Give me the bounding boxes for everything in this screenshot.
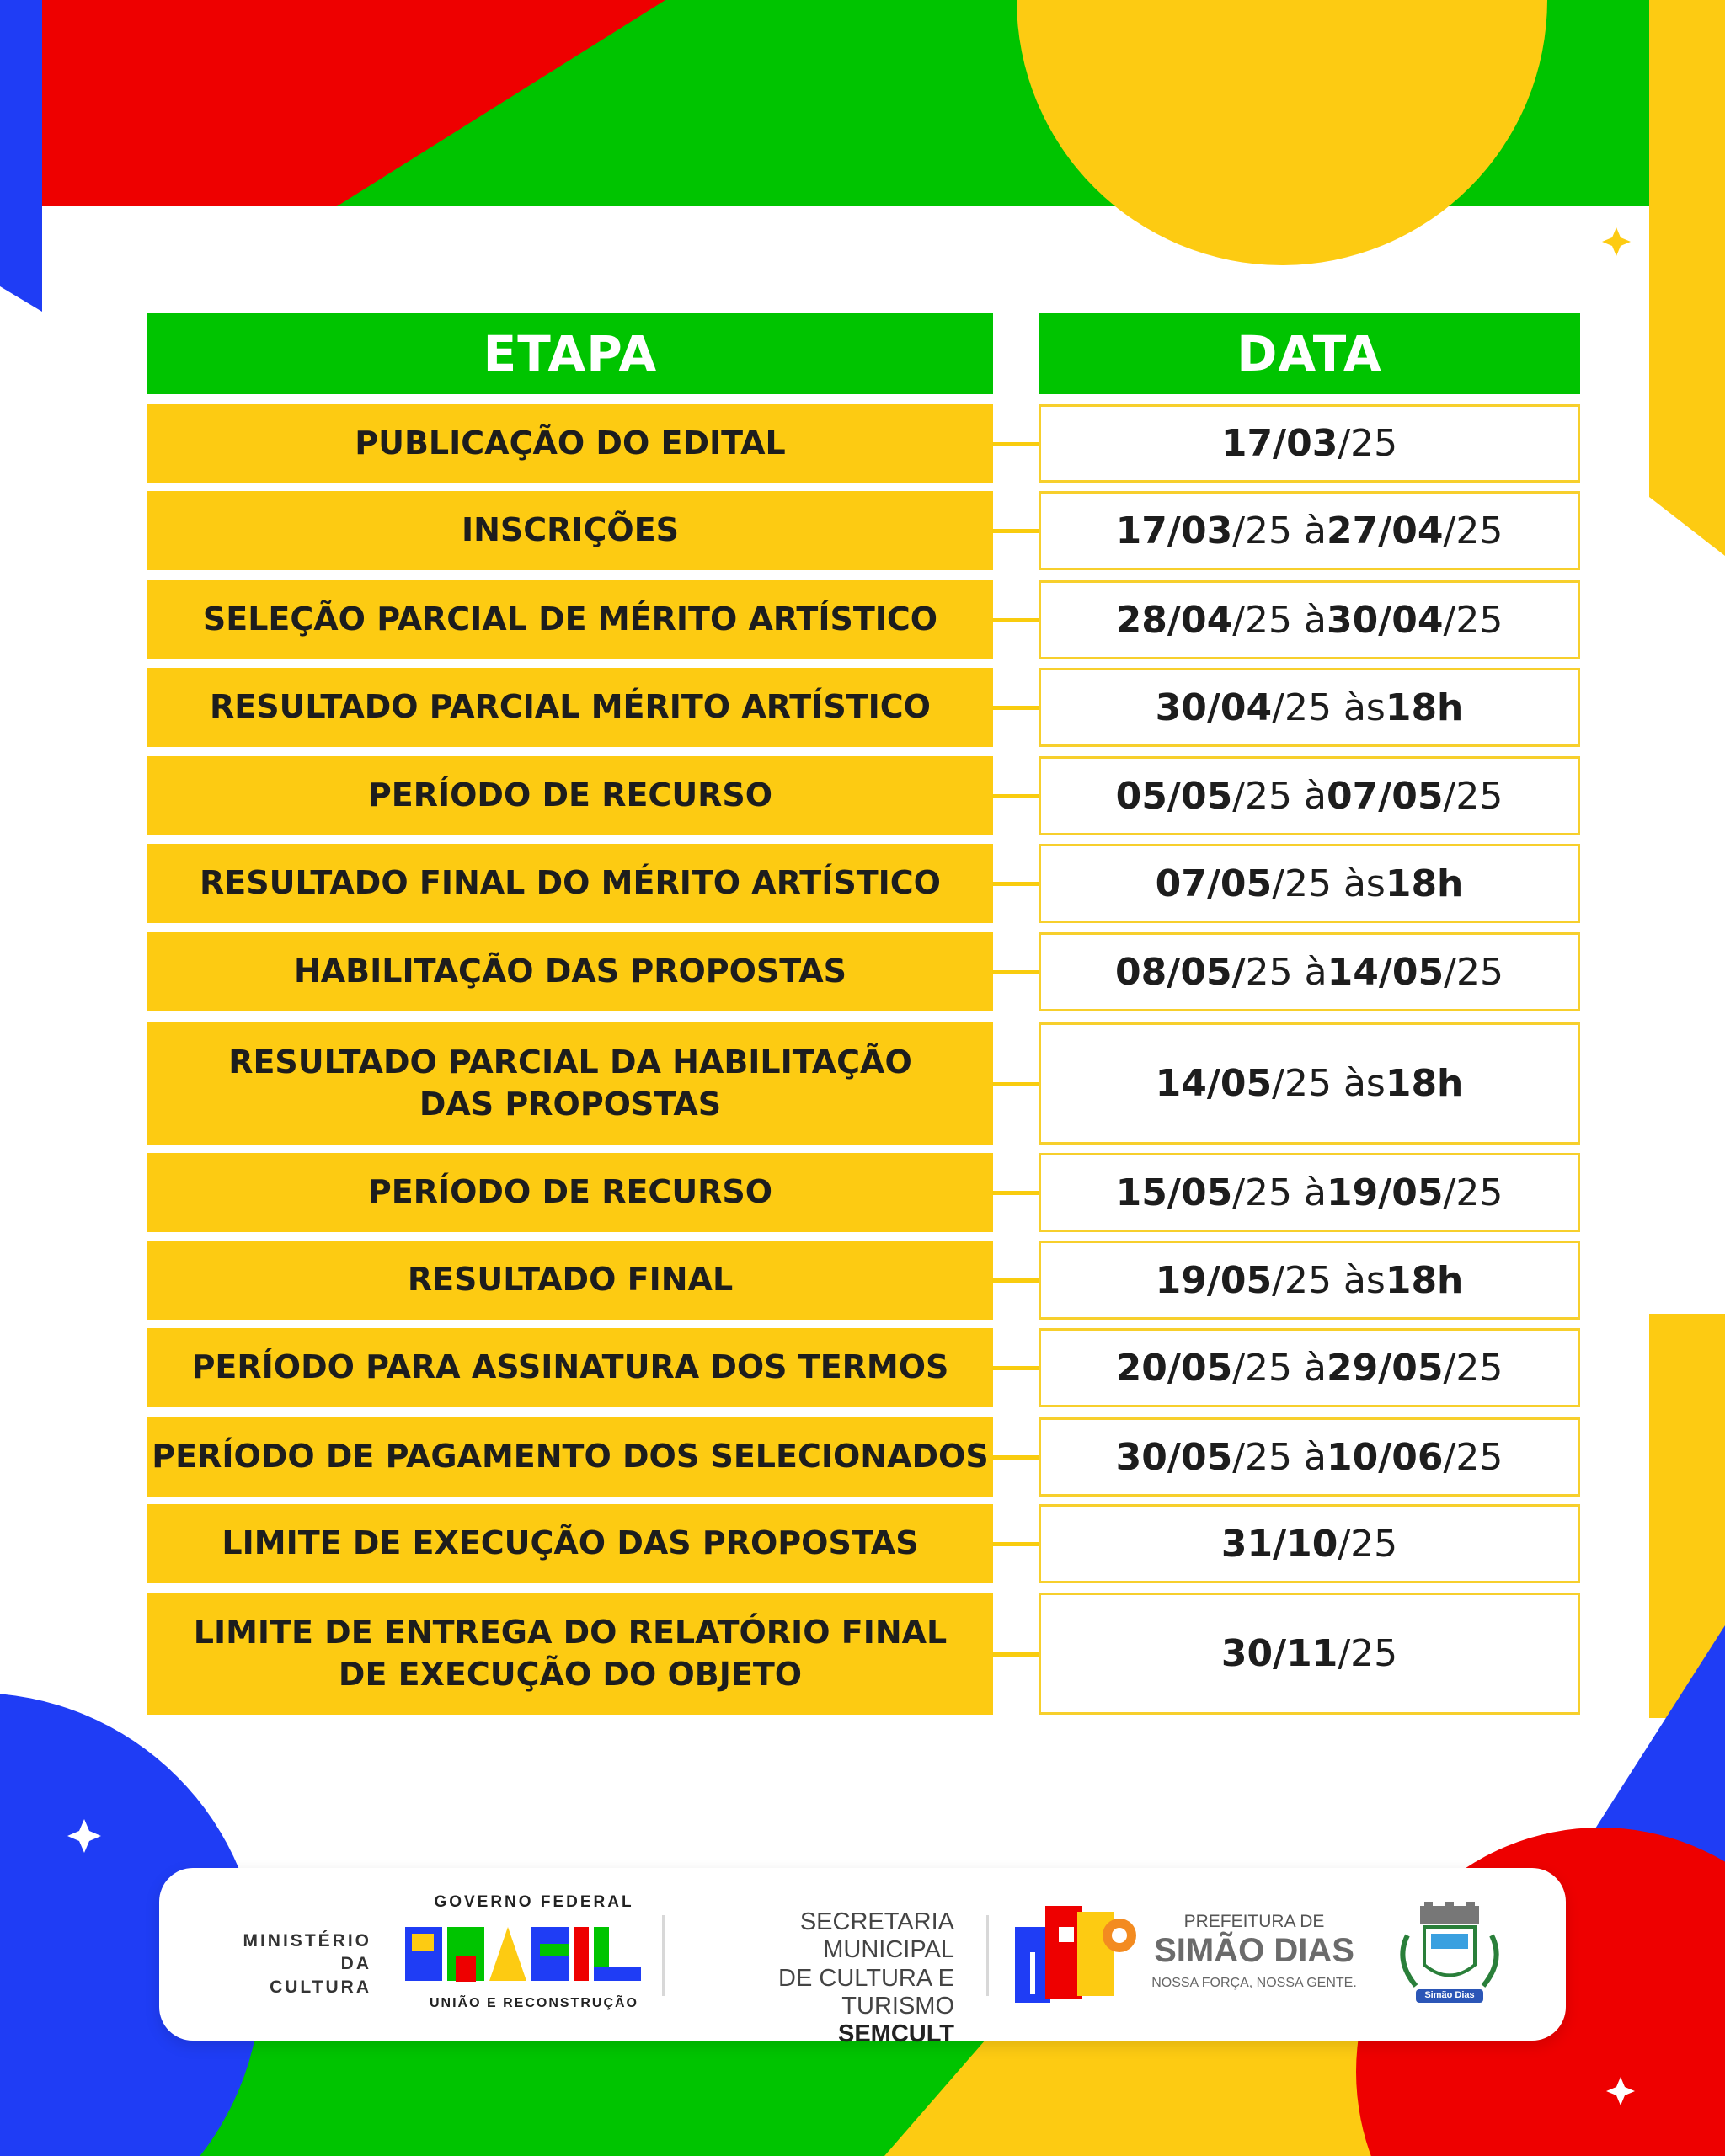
ministerio-line1: MINISTÉRIO DA — [243, 1931, 371, 1974]
divider — [986, 1915, 989, 1996]
date-bold-part: 17/03 — [1115, 509, 1233, 552]
row-connector — [992, 442, 1039, 446]
date-bold-part: 18h — [1385, 686, 1464, 729]
data-cell — [1039, 932, 1580, 1011]
data-cell — [1039, 756, 1580, 835]
header-etapa: ETAPA — [147, 313, 993, 394]
date-bold-part: 14/05 — [1155, 1062, 1273, 1105]
data-cell — [1039, 580, 1580, 659]
simao-dias-flag-logo — [1015, 1902, 1141, 2003]
date-regular-part: /25 — [1443, 774, 1503, 818]
right-yellow-strip-top — [1649, 0, 1725, 556]
data-cell — [1039, 844, 1580, 923]
etapa-cell: RESULTADO PARCIAL MÉRITO ARTÍSTICO — [147, 668, 993, 747]
divider — [662, 1915, 665, 1996]
date-bold-part: 18h — [1385, 1062, 1464, 1105]
date-regular-part: /25 — [1443, 598, 1503, 642]
date-regular-part: /25 às — [1272, 862, 1386, 905]
uniao-reconstrucao-label: UNIÃO E RECONSTRUÇÃO — [429, 1996, 638, 2010]
etapa-cell: INSCRIÇÕES — [147, 491, 993, 570]
date-bold-part: 19/05 — [1155, 1258, 1273, 1302]
data-cell — [1039, 491, 1580, 570]
row-connector — [992, 529, 1039, 533]
date-regular-part: /25 à — [1232, 1346, 1327, 1390]
date-bold-part: 28/04 — [1115, 598, 1233, 642]
date-regular-part: 25 à — [1245, 950, 1327, 994]
date-bold-part: 30/04 — [1326, 598, 1444, 642]
prefeitura-label: PREFEITURA DE — [1183, 1912, 1325, 1931]
date-regular-part: /25 — [1443, 509, 1503, 552]
crest-label: Simão Dias — [1424, 1990, 1475, 2000]
date-regular-part: /25 — [1443, 1435, 1503, 1479]
data-cell — [1039, 1593, 1580, 1715]
etapa-cell: LIMITE DE EXECUÇÃO DAS PROPOSTAS — [147, 1504, 993, 1583]
etapa-cell: HABILITAÇÃO DAS PROPOSTAS — [147, 932, 993, 1011]
date-bold-part: 10/06 — [1326, 1435, 1444, 1479]
data-cell — [1039, 404, 1580, 483]
etapa-cell: RESULTADO PARCIAL DA HABILITAÇÃO DAS PROPOSTAS — [147, 1022, 993, 1145]
row-connector — [992, 1191, 1039, 1195]
governo-federal-label: GOVERNO FEDERAL — [434, 1893, 634, 1911]
secretaria-line3: SEMCULT — [837, 2020, 954, 2048]
etapa-cell: PERÍODO DE RECURSO — [147, 756, 993, 835]
etapa-cell: SELEÇÃO PARCIAL DE MÉRITO ARTÍSTICO — [147, 580, 993, 659]
date-bold-part: 19/05 — [1326, 1171, 1444, 1214]
secretaria-line2: DE CULTURA E TURISMO — [778, 1964, 954, 2020]
date-bold-part: 07/05 — [1326, 774, 1444, 818]
row-connector — [992, 1455, 1039, 1460]
date-bold-part: 07/05 — [1155, 862, 1273, 905]
simao-dias-label: SIMÃO DIAS — [1154, 1932, 1354, 1969]
date-regular-part: /25 — [1338, 1522, 1398, 1566]
slogan-label: NOSSA FORÇA, NOSSA GENTE. — [1151, 1976, 1357, 1990]
date-regular-part: /25 às — [1272, 1258, 1386, 1302]
ministerio-cultura-label — [216, 1929, 371, 1999]
row-connector — [992, 970, 1039, 974]
row-connector — [992, 1278, 1039, 1283]
data-cell — [1039, 1241, 1580, 1320]
left-blue-strip — [0, 0, 42, 312]
ministerio-line2: CULTURA — [270, 1977, 371, 1997]
date-bold-part: 20/05 — [1115, 1346, 1233, 1390]
date-regular-part: /25 às — [1272, 686, 1386, 729]
row-connector — [992, 1366, 1039, 1370]
date-bold-part: 31/10 — [1220, 1522, 1338, 1566]
date-regular-part: /25 à — [1232, 509, 1327, 552]
date-bold-part: 29/05 — [1326, 1346, 1444, 1390]
data-cell — [1039, 668, 1580, 747]
date-bold-part: 14/05 — [1327, 950, 1445, 994]
secretaria-line1: SECRETARIA MUNICIPAL — [799, 1908, 954, 1964]
etapa-cell: PERÍODO PARA ASSINATURA DOS TERMOS — [147, 1328, 993, 1407]
data-cell — [1039, 1153, 1580, 1232]
data-cell — [1039, 1417, 1580, 1497]
etapa-cell: PERÍODO DE PAGAMENTO DOS SELECIONADOS — [147, 1417, 993, 1497]
sparkle-icon — [1602, 227, 1631, 256]
secretaria-label — [675, 1908, 954, 2049]
top-yellow-circle — [1017, 0, 1547, 265]
etapa-cell: RESULTADO FINAL — [147, 1241, 993, 1320]
row-connector — [992, 706, 1039, 710]
etapa-cell: LIMITE DE ENTREGA DO RELATÓRIO FINAL DE EXECUÇÃO DO OBJETO — [147, 1593, 993, 1715]
date-bold-part: 05/05 — [1115, 774, 1233, 818]
date-bold-part: 15/05 — [1115, 1171, 1233, 1214]
date-regular-part: /25 — [1338, 1632, 1398, 1675]
date-bold-part: 17/03 — [1220, 422, 1338, 465]
date-regular-part: /25 — [1338, 422, 1398, 465]
date-bold-part: 18h — [1385, 862, 1464, 905]
footer-logos-card — [159, 1868, 1566, 2048]
row-connector — [992, 1082, 1039, 1086]
etapa-cell: PUBLICAÇÃO DO EDITAL — [147, 404, 993, 483]
brasil-logo — [405, 1919, 645, 1986]
row-connector — [992, 882, 1039, 886]
date-regular-part: /25 — [1443, 1171, 1503, 1214]
row-connector — [992, 1542, 1039, 1546]
data-cell — [1039, 1328, 1580, 1407]
date-regular-part: /25 — [1443, 1346, 1503, 1390]
row-connector — [992, 1652, 1039, 1657]
date-regular-part: /25 à — [1232, 598, 1327, 642]
date-bold-part: 08/05/ — [1115, 950, 1246, 994]
etapa-cell: RESULTADO FINAL DO MÉRITO ARTÍSTICO — [147, 844, 993, 923]
date-regular-part: /25 à — [1232, 774, 1327, 818]
date-bold-part: 30/05 — [1115, 1435, 1233, 1479]
data-cell — [1039, 1504, 1580, 1583]
header-data: DATA — [1039, 313, 1580, 394]
date-regular-part: /25 às — [1272, 1062, 1386, 1105]
date-bold-part: 18h — [1385, 1258, 1464, 1302]
date-bold-part: 30/11 — [1220, 1632, 1338, 1675]
row-connector — [992, 618, 1039, 622]
row-connector — [992, 794, 1039, 798]
data-cell — [1039, 1022, 1580, 1145]
date-regular-part: /25 — [1444, 950, 1503, 994]
date-bold-part: 30/04 — [1155, 686, 1273, 729]
date-regular-part: /25 à — [1232, 1435, 1327, 1479]
date-regular-part: /25 à — [1232, 1171, 1327, 1214]
etapa-cell: PERÍODO DE RECURSO — [147, 1153, 993, 1232]
date-bold-part: 27/04 — [1326, 509, 1444, 552]
